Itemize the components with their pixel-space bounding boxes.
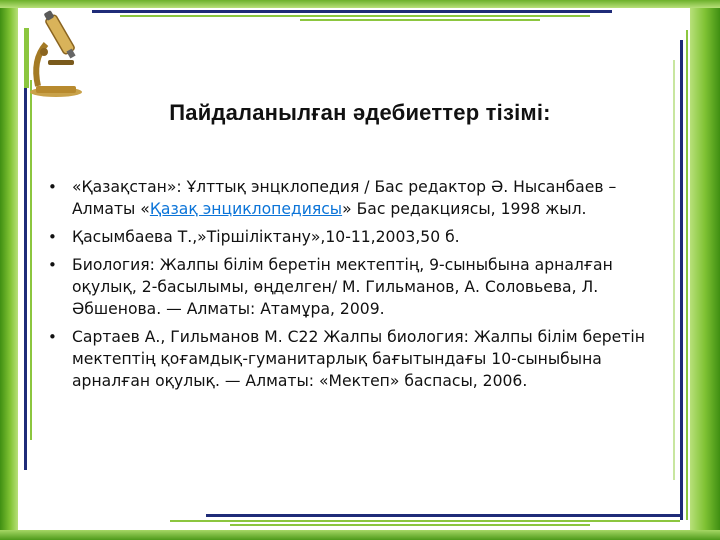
top-line-green	[120, 15, 590, 17]
list-item	[48, 176, 678, 220]
bullet: •	[48, 328, 57, 346]
right-line-blue	[680, 40, 683, 520]
right-line-green	[686, 30, 688, 520]
bullet: •	[48, 228, 57, 246]
reference-text: «Қазақстан»: Ұлттық энцклопедия / Бас редактор Ә. Нысанбаев – Алматы «	[72, 178, 617, 218]
top-line-green-2	[300, 19, 540, 21]
bullet: •	[48, 178, 57, 196]
list-item	[48, 326, 678, 392]
top-line-blue	[92, 10, 612, 13]
reference-text: Қасымбаева Т.,»Тіршіліктану»,10-11,2003,50 б.	[72, 228, 460, 246]
reference-text: Биология: Жалпы білім беретін мектептің, 9-сыныбына арналған оқулық, 2-басылымы, өңделген/ М. Гильманов, А. Соловьева, Л. Әбшенова. — Алматы: Атамұра, 2009.	[72, 256, 613, 318]
reference-text: » Бас редакциясы, 1998 жыл.	[342, 200, 587, 218]
frame-right	[690, 0, 720, 540]
bottom-line-green-2	[230, 524, 590, 526]
list-item	[48, 226, 678, 248]
page-title: Пайдаланылған әдебиеттер тізімі:	[169, 100, 551, 125]
left-line-green	[30, 80, 32, 440]
bullet: •	[48, 256, 57, 274]
frame-left	[0, 0, 18, 540]
frame-top	[0, 0, 720, 8]
bottom-line-blue	[206, 514, 680, 517]
encyclopedia-link[interactable]: Қазақ энциклопедиясы	[149, 200, 343, 218]
reference-list	[48, 176, 678, 398]
reference-text: Сартаев А., Гильманов М. С22 Жалпы биология: Жалпы білім беретін мектептің қоғамдық-гуманитарлық бағытындағы 10-сыныбына арналған оқулық. — Алматы: «Мектеп» баспасы, 2006.	[72, 328, 645, 390]
frame-bottom	[0, 530, 720, 540]
microscope-icon	[18, 8, 90, 100]
list-item	[48, 254, 678, 320]
bottom-line-green	[170, 520, 680, 522]
left-line-blue	[24, 70, 27, 470]
